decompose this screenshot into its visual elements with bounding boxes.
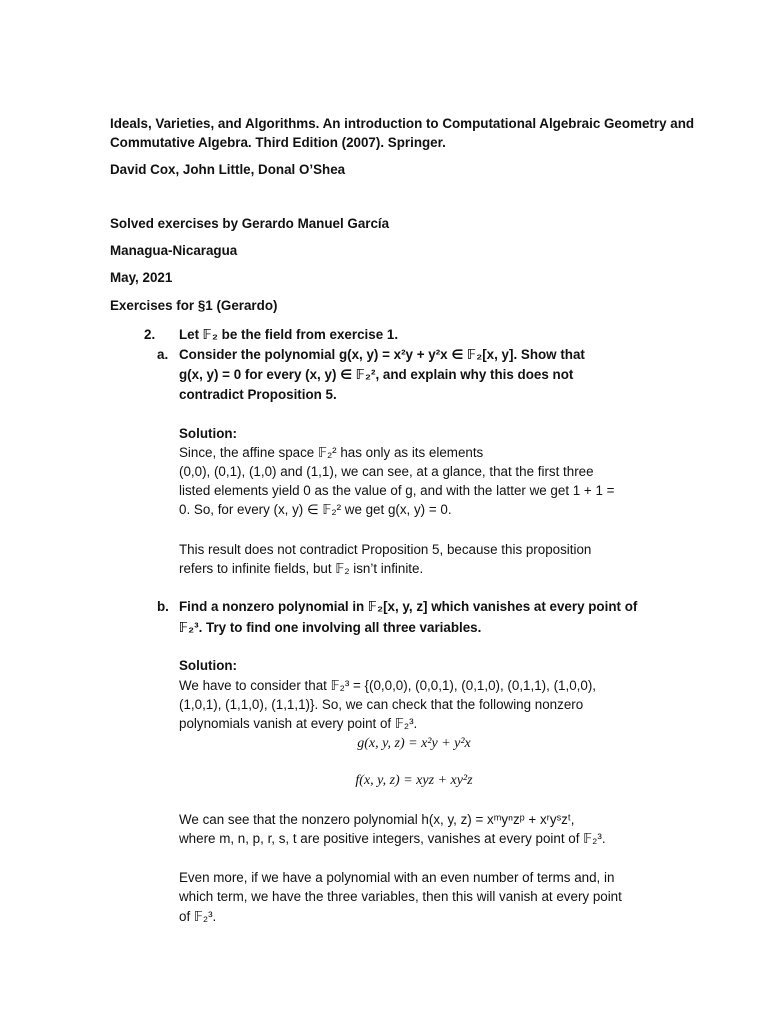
part-b-solution-line-3: polynomials vanish at every point of 𝔽₂³. — [179, 716, 418, 731]
part-a-solution-line-2: (0,0), (0,1), (1,0) and (1,1), we can see, at a glance, that the first three — [179, 464, 594, 479]
part-a-question-2: g(x, y) = 0 for every (x, y) ∈ 𝔽₂², and explain why this does not — [179, 367, 574, 382]
title-line-2: Commutative Algebra. Third Edition (2007). Springer. — [110, 135, 446, 150]
part-b-solution-line-7: which term, we have the three variables, then this will vanish at every point — [179, 889, 622, 904]
part-b-solution-line-5: where m, n, p, r, s, t are positive integers, vanishes at every point of 𝔽₂³. — [179, 831, 606, 846]
equation-g: g(x, y, z) = x²y + y²x — [357, 736, 471, 751]
part-a-solution-line-4: 0. So, for every (x, y) ∈ 𝔽₂² we get g(x, y) = 0. — [179, 502, 452, 517]
exercise-number: 2. — [144, 327, 156, 342]
exercises-heading: Exercises for §1 (Gerardo) — [110, 298, 278, 313]
part-b-question-1: Find a nonzero polynomial in 𝔽₂[x, y, z] which vanishes at every point of — [179, 599, 638, 614]
part-a-solution-line-5: This result does not contradict Proposition 5, because this proposition — [179, 542, 592, 557]
part-b-solution-line-4: We can see that the nonzero polynomial h(x, y, z) = xᵐyⁿzᵖ + xʳyˢzᵗ, — [179, 812, 575, 827]
part-a-solution-label: Solution: — [179, 426, 238, 441]
part-b-solution-label: Solution: — [179, 658, 238, 673]
exercise-intro: Let 𝔽₂ be the field from exercise 1. — [179, 327, 399, 342]
part-a-label: a. — [157, 347, 169, 362]
part-a-question-1: Consider the polynomial g(x, y) = x²y + y²x ∈ 𝔽₂[x, y]. Show that — [179, 347, 585, 362]
part-b-question-2: 𝔽₂³. Try to find one involving all three variables. — [179, 620, 482, 635]
part-b-solution-line-2: (1,0,1), (1,1,0), (1,1,1)}. So, we can check that the following nonzero — [179, 697, 584, 712]
part-a-question-3: contradict Proposition 5. — [179, 387, 337, 402]
authors: David Cox, John Little, Donal O’Shea — [110, 162, 346, 177]
solved-by: Solved exercises by Gerardo Manuel García — [110, 216, 390, 231]
title-line-1: Ideals, Varieties, and Algorithms. An introduction to Computational Algebraic Geometry and — [110, 116, 695, 131]
part-b-solution-line-6: Even more, if we have a polynomial with an even number of terms and, in — [179, 870, 615, 885]
location: Managua-Nicaragua — [110, 243, 238, 258]
part-a-solution-line-1: Since, the affine space 𝔽₂² has only as its elements — [179, 445, 484, 460]
equation-f: f(x, y, z) = xyz + xy²z — [355, 773, 473, 788]
part-b-solution-line-8: of 𝔽₂³. — [179, 909, 217, 924]
part-b-solution-line-1: We have to consider that 𝔽₂³ = {(0,0,0), (0,0,1), (0,1,0), (0,1,1), (1,0,0), — [179, 678, 596, 693]
part-a-solution-line-3: listed elements yield 0 as the value of g, and with the latter we get 1 + 1 = — [179, 483, 615, 498]
part-b-label: b. — [157, 599, 169, 614]
part-a-solution-line-6: refers to infinite fields, but 𝔽₂ isn’t infinite. — [179, 561, 424, 576]
date: May, 2021 — [110, 270, 173, 285]
